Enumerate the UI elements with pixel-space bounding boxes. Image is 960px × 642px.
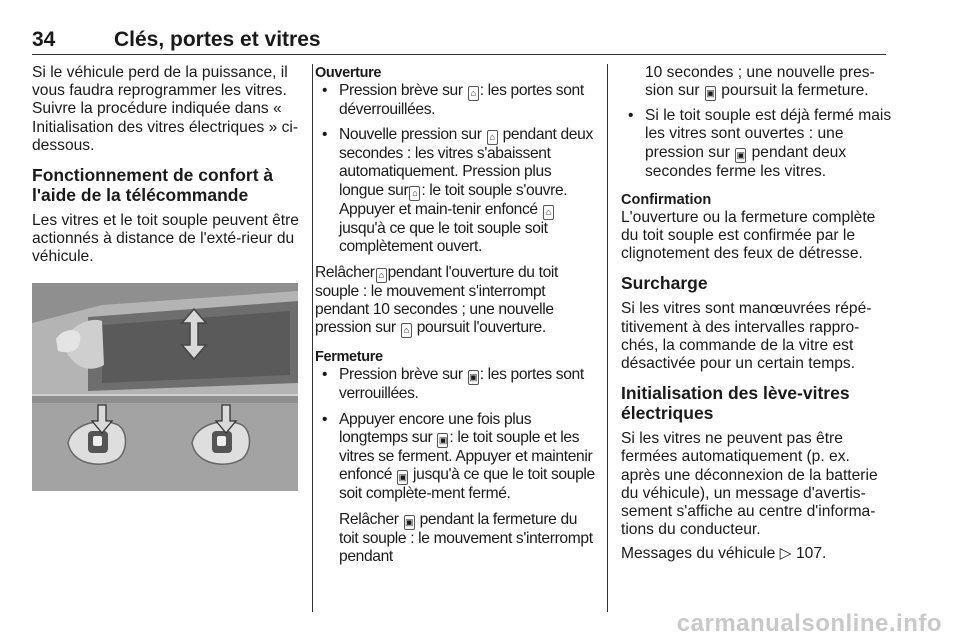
closing-continuation: 10 secondes ; une nouvelle pres-sion sur ▣ poursuit la fermeture. (645, 64, 875, 100)
opening-release-paragraph: Relâcher ⌂ pendant l'ouverture du toit souple : le mouvement s'interrompt pendant 10 secondes ; une nouvelle pression sur ⌂ poursuit l'ouverture. (315, 264, 558, 337)
page-title: Clés, portes et vitres (114, 28, 321, 51)
closing-release-paragraph: Relâcher ▣ pendant la fermeture du toit souple : le mouvement s'interrompt pendant (339, 511, 593, 566)
comfort-paragraph: Les vitres et le toit souple peuvent être actionnés à distance de l'exté-rieur du véhicule. (32, 212, 299, 266)
confirmation-heading: Confirmation (621, 191, 712, 208)
opening-list (315, 82, 595, 256)
key-lock-icon: ▣ (468, 370, 479, 385)
key-unlock-icon: ⌂ (401, 323, 412, 338)
confirmation-paragraph: L'ouverture ou la fermeture complète du toit souple est confirmée par le clignotement des feux de détresse. (621, 208, 876, 263)
page-footer (0, 610, 960, 638)
remote-window-illustration (32, 283, 298, 491)
page-number: 34 (32, 28, 56, 51)
initialization-heading: Initialisation des lève-vitres électriques (621, 383, 850, 424)
column-divider-left (312, 64, 313, 612)
opening-item-2: • Nouvelle pression sur ⌂ pendant deux secondes : les vitres s'abaissent automatiquement. Pression plus longue sur ⌂ : le toit souple s'ouvre. Appuyer et main-tenir enfoncé ⌂ jusqu'à ce que le toit souple soit complètement ouvert. (315, 126, 595, 256)
column-left (32, 64, 304, 273)
closing-heading: Fermeture (315, 349, 383, 366)
vehicle-messages-reference[interactable]: Messages du véhicule ▷ 107. (621, 545, 827, 563)
closing-list (315, 366, 595, 503)
key-lock-icon: ▣ (735, 148, 746, 163)
closing-item-1: • Pression brève sur ▣ : les portes sont verrouillées. (315, 366, 595, 403)
opening-heading: Ouverture (315, 65, 382, 81)
key-lock-icon: ▣ (705, 86, 716, 101)
key-lock-icon: ▣ (397, 470, 408, 485)
opening-item-1: • Pression brève sur ⌂ : les portes sont déverrouillées. (315, 82, 595, 119)
column-middle (315, 64, 595, 573)
key-lock-icon: ▣ (404, 515, 415, 530)
closing-item-3: • Si le toit souple est déjà fermé mais les vitres sont ouvertes : une pression sur ▣ pendant deux secondes ferme les vitres. (621, 107, 893, 181)
key-lock-icon: ▣ (437, 433, 448, 448)
key-unlock-icon: ⌂ (487, 130, 498, 145)
key-unlock-icon: ⌂ (376, 268, 387, 283)
watermark: carmanualsonline.info (676, 610, 942, 637)
closing-list-continued (621, 107, 893, 181)
reference-arrow-icon: ▷ (779, 545, 792, 563)
column-right (621, 64, 893, 570)
key-unlock-icon: ⌂ (543, 205, 554, 220)
key-unlock-icon: ⌂ (468, 86, 479, 101)
page-header (32, 28, 886, 55)
closing-item-2: • Appuyer encore une fois plus longtemps sur ▣ : le toit souple et les vitres se ferment. Appuyer et maintenir enfoncé ▣ jusqu'à ce que le toit souple soit complète-ment fermé. (315, 411, 595, 504)
initialization-paragraph: Si les vitres ne peuvent pas être fermées automatiquement (p. ex. après une déconnexion de la batterie du véhicule), un message d'avertis-sement s'affiche au centre d'informa-tions du conducteur. (621, 430, 878, 539)
illustration-svg (32, 283, 298, 491)
intro-paragraph: Si le véhicule perd de la puissance, il vous faudra reprogrammer les vitres. Suivre la procédure indiquée dans « Initialisation des vitres électriques » ci-dessous. (32, 64, 299, 154)
overload-heading: Surcharge (621, 273, 708, 294)
section-heading-comfort: Fonctionnement de confort à l'aide de la télécommande (32, 165, 274, 206)
overload-paragraph: Si les vitres sont manœuvrées répé-titivement à des intervalles rappro-chés, la commande de la vitre est désactivée pour un certain temps. (621, 300, 872, 373)
column-divider-right (607, 64, 608, 612)
key-unlock-icon: ⌂ (409, 186, 420, 201)
